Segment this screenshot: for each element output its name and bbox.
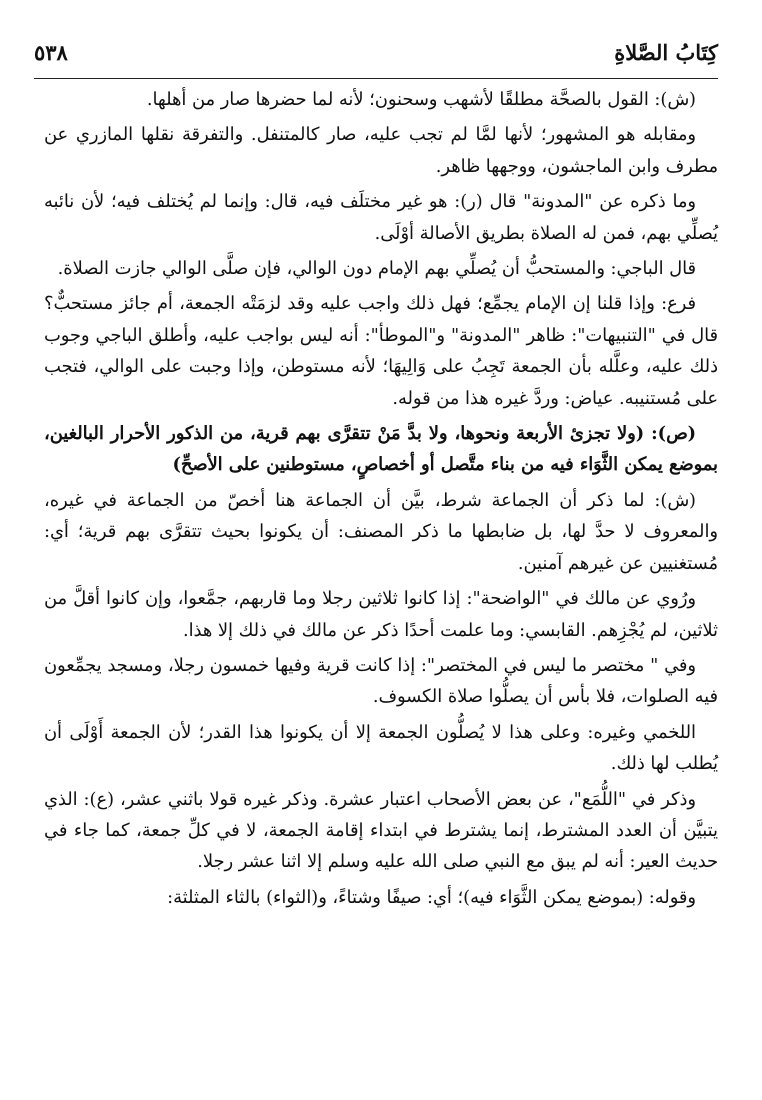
running-title: كِتَابُ الصَّلاةِ [614,40,718,65]
paragraph-4: قال الباجي: والمستحبُّ أن يُصلِّي بهم الإمام دون الوالي، فإن صلَّى الوالي جازت الصلاة. [57,258,696,280]
page-body [44,84,718,1070]
paragraph-12: وقوله: (بموضع يمكن الثَّوَاء فيه)؛ أي: صيفًا وشتاءً، و(الثواء) بالثاء المثلثة: [167,886,696,908]
paragraph-11: وذكر في "اللُّمَع"، عن بعض الأصحاب اعتبار عشرة. وذكر غيره قولا باثني عشر، (ع): الذي يتبيَّن أن العدد المشترط، إنما يشترط في ابتداء إقامة الجمعة، لا في كلِّ جمعة، كما جاء في حديث العير: أنه لم يبق مع النبي صلى الله عليه وسلم إلا اثنا عشر رجلا. [44,788,718,873]
paragraph-commentary-1: (ش): القول بالصحَّة مطلقًا لأشهب وسحنون؛ لأنه لما حضرها صار من أهلها. [146,89,696,110]
paragraph-9: وفي " مختصر ما ليس في المختصر": إذا كانت قرية وفيها خمسون رجلا، ومسجد يجمِّعون فيه الصلوات، فلا بأس أن يصلُّوا صلاة الكسوف. [44,654,718,708]
paragraph-far: فرع: وإذا قلنا إن الإمام يجمِّع؛ فهل ذلك واجب عليه وقد لزمَتْه الجمعة، أم جائز مستحبٌّ؟ قال في "التنبيهات": ظاهر "المدونة" و"الموطأ": أنه ليس بواجب عليه، وأطلق الباجي وجوب ذلك عليه، وعلَّله بأن الجمعة تَجِبُ على وَالِيهَا؛ لأنه مستوطن، وإذا وجبت على الوالي، فتجب على مُستنيبه. عياض: وردَّ غيره هذا من قوله. [44,293,718,409]
paragraph-matn: (ص): (ولا تجزئ الأربعة ونحوها، ولا بدَّ مَنْ تتقرَّى بهم قرية، من الذكور الأحرار البالغين، بموضع يمكن الثَّوَاء فيه من بناء متَّصل أو أخصاصٍ، مستوطنين على الأصحِّ) [44,423,718,476]
page-header [34,30,718,79]
paragraph-2: ومقابله هو المشهور؛ لأنها لمَّا لم تجب عليه، صار كالمتنفل. والتفرقة نقلها المازري عن مطرف وابن الماجشون، ووجهها ظاهر. [44,124,718,177]
paragraph-10: اللخمي وغيره: وعلى هذا لا يُصلُّون الجمعة إلا أن يكونوا هذا القدر؛ لأن الجمعة أَوْلَى أن يُطلب لها ذلك. [44,721,718,775]
paragraph-8: ورُوي عن مالك في "الواضحة": إذا كانوا ثلاثين رجلا وما قاربهم، جمَّعوا، وإن كانوا أقلَّ من ثلاثين، لم يُجْزِهم. القابسي: وما علمت أحدًا ذكر عن مالك في ذلك إلا هذا. [44,588,718,641]
paragraph-commentary-2: (ش): لما ذكر أن الجماعة شرط، بيَّن أن الجماعة هنا أخصّ من الجماعة في غيره، والمعروف لا حدَّ لها، بل ضابطها ما ذكر المصنف: أن يكونوا بحيث تتقرَّى بهم قرية؛ أي: مُستغنيين عن غيرهم آمنين. [44,489,718,574]
paragraph-3: وما ذكره عن "المدونة" قال (ر): هو غير مختلَف فيه، قال: وإنما لم يُختلف فيه؛ لأن نائبه يُصلِّي بهم، فمن له الصلاة بطريق الأصالة أوْلَى. [44,191,718,244]
page-number: ٥٣٨ [34,40,68,65]
